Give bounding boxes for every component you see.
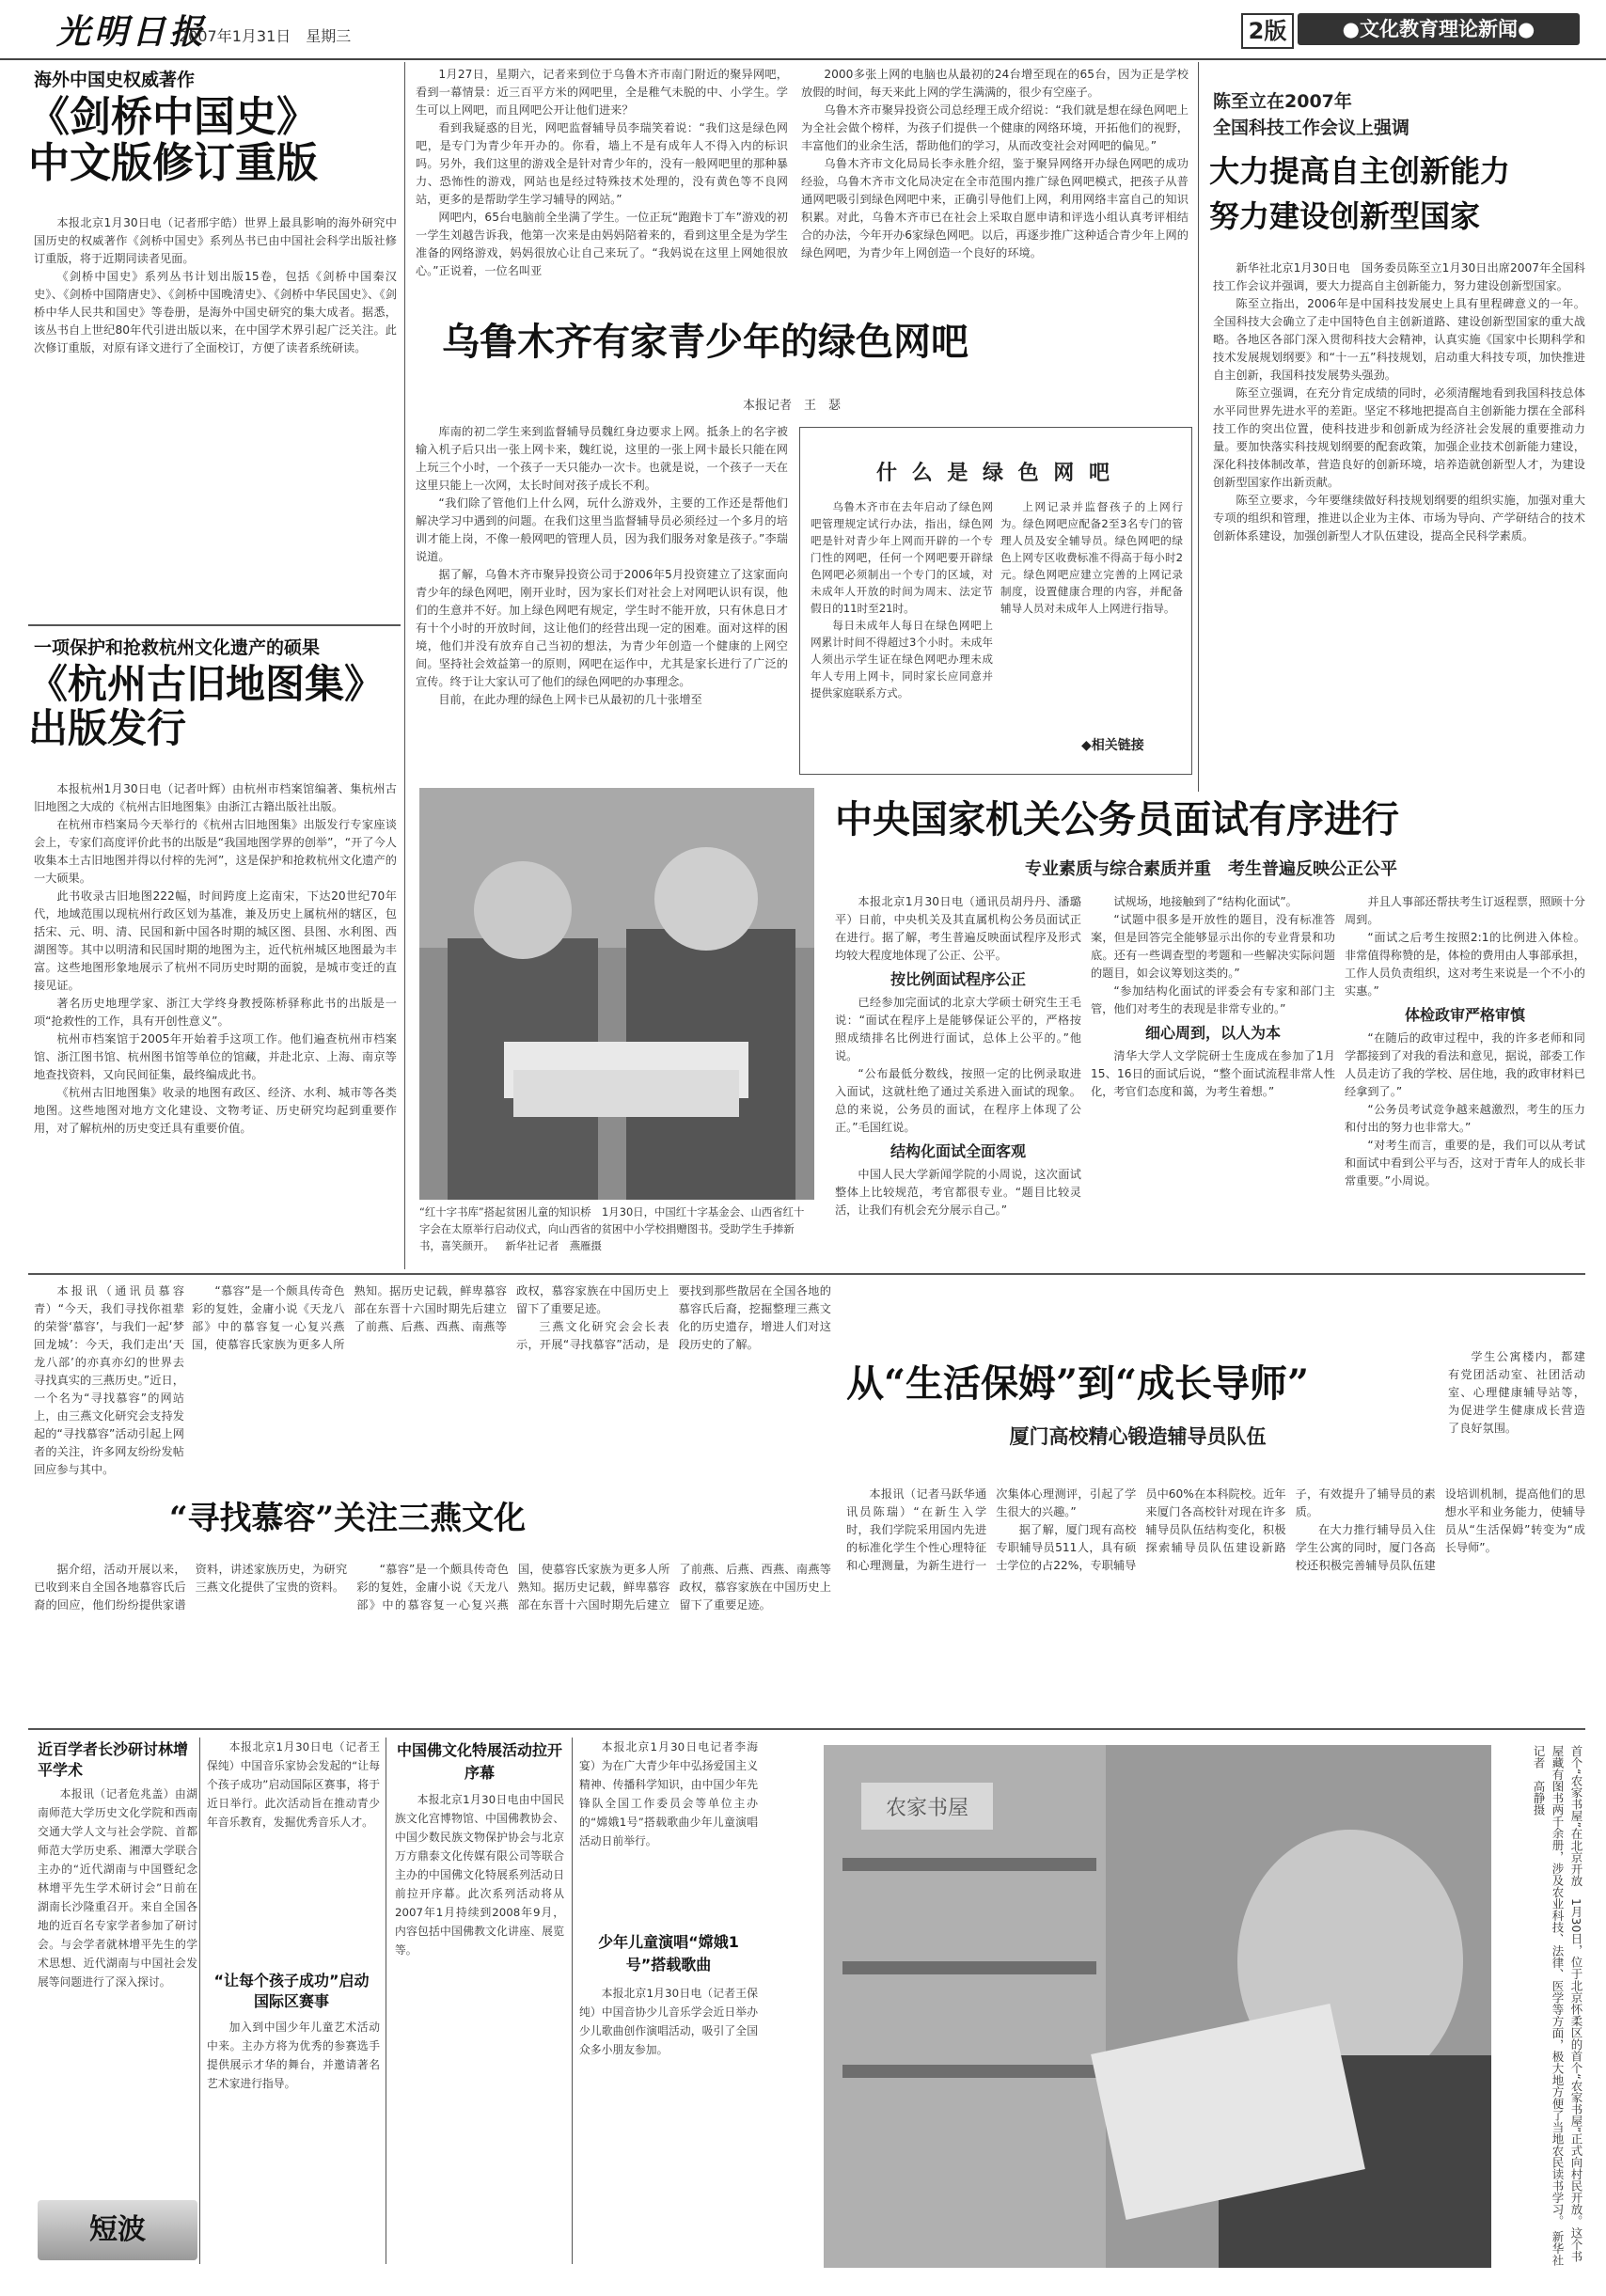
- farmer-reading-photo: [824, 1745, 1491, 2268]
- section-heading: 按比例面试程序公正: [890, 970, 1026, 988]
- section-heading: 结构化面试全面客观: [890, 1142, 1026, 1160]
- paragraph: “对考生而言，重要的是，我们可以从考试和面试中看到公平与否，这对于青年人的成长非常重要。”小周说。: [1345, 1139, 1585, 1187]
- headline-line: 《剑桥中国史》: [28, 93, 318, 141]
- students-with-books-photo: [419, 788, 814, 1200]
- article-body: [34, 1561, 831, 1721]
- paragraph: 本报讯（记者危兆盖）由湖南师范大学历史文化学院和西南交通大学人文与社会学院、首都师范大学历史系、湘潭大学联合主办的“近代湖南与中国暨纪念林增平先生学术研讨会”日前在湖南长沙隆重召开。来自全国各地的近百名专家学者参加了研讨会。与会学者就林增平先生的学术思想、近代湖南与中国社会发展等问题进行了深入探讨。: [38, 1787, 197, 1989]
- masthead: [0, 0, 1606, 60]
- headline: “寻找慕容”关注三燕文化: [160, 1501, 535, 1536]
- paragraph: 《剑桥中国史》系列丛书计划出版15卷，包括《剑桥中国秦汉史》、《剑桥中国隋唐史》、《剑桥中国晚清史》、《剑桥中华民国史》、《剑桥中华人民共和国史》等卷册，是海外中国史研究的集大成者。据悉，该丛书自上世纪80年代引进出版以来，在中国学术界引起广泛关注。此次修订重版，对原有译文进行了全面校订，方便了读者系统研读。: [34, 270, 397, 354]
- caption-text: 首个“农家书屋”在北京开放 1月30日，位于北京怀柔区的首个“农家书屋”正式向村民开放。这个书屋藏有图书两千余册，涉及农业科技、法律、医学等方面，极大地方便了当地农民读书学习。: [1551, 1745, 1583, 2262]
- paragraph: 此书收录古旧地图222幅，时间跨度上迄南宋，下达20世纪70年代，地域范围以现杭州行政区划为基准，兼及历史上属杭州的辖区，包括宋、元、明、清、民国和新中国各时期的城区图、县图、水利图、西湖图等。其中以明清和民国时期的地图为主，近代杭州城区地图最为丰富。这些地图形象地展示了杭州不同历史时期的面貌，是城市变迁的直接见证。: [34, 889, 397, 992]
- dateline: 2007年1月31日 星期三: [179, 27, 352, 45]
- article-body: [1345, 893, 1585, 1269]
- paragraph: 著名历史地理学家、浙江大学终身教授陈桥驿称此书的出版是一项“抢救性的工作，具有开创性意义”。: [34, 997, 397, 1028]
- sidebar-body: [1000, 498, 1183, 730]
- paragraph: “公布最低分数线，按照一定的比例录取进入面试，这就杜绝了通过关系进入面试的现象。总的来说，公务员的面试，在程序上体现了公正。”毛国红说。: [835, 1067, 1081, 1134]
- kicker-line: 全国科技工作会议上强调: [1213, 118, 1410, 138]
- photo-credit: 新华社记者 高静摄: [1532, 1745, 1565, 2266]
- news-photo: [824, 1745, 1491, 2268]
- brief-headline: “让每个孩子成功”启动国际区赛事: [213, 1972, 370, 2010]
- paragraph: 据介绍，活动开展以来，已收到来自全国各地慕容氏后裔的回应，他们纷纷提供家谱资料，讲述家族历史，为研究三燕文化提供了宝贵的资料。: [34, 1563, 348, 1612]
- section-heading: 体检政审严格审慎: [1404, 1006, 1525, 1024]
- headline-line: 中文版修订重版: [28, 139, 318, 188]
- article-body: [1448, 1348, 1585, 1489]
- paragraph: 杭州市档案馆于2005年开始着手这项工作。他们遍查杭州市档案馆、浙江图书馆、杭州图书馆等单位的馆藏，并赴北京、上海、南京等地查找资料，又向民间征集，最终编成此书。: [34, 1032, 397, 1081]
- column-divider: [199, 1738, 200, 2264]
- news-photo: [419, 788, 814, 1200]
- article-body: [34, 780, 397, 1258]
- paragraph: “慕容”是一个颇具传奇色彩的复姓，金庸小说《天龙八部》中的慕容复一心复兴燕国，使慕容氏家族为更多人所熟知。据历史记载，鲜卑慕容部在东晋十六国时期先后建立了前燕、后燕、西燕、南燕等政权，慕容家族在中国历史上留下了重要足迹。: [192, 1284, 669, 1351]
- paragraph: 中国人民大学新闻学院的小周说，这次面试整体上比较规范，考官都很专业。“题目比较灵活，让我们有机会充分展示自己。”: [835, 1168, 1081, 1217]
- paragraph: 陈至立强调，在充分肯定成绩的同时，必须清醒地看到我国科技总体水平同世界先进水平的差距。坚定不移地把提高自主创新能力摆在全部科技工作的突出位置，使科技进步和创新成为经济社会发展的重要推动力量。要加快落实科技规划纲要的配套政策，加强企业技术创新能力建设，深化科技体制改革，营造良好的创新环境，培养造就创新型人才，为建设创新型国家作出新贡献。: [1213, 386, 1585, 489]
- paragraph: “参加结构化面试的评委会有专家和部门主管，他们对考生的表现是非常专业的。”: [1091, 984, 1335, 1015]
- headline-line: 努力建设创新型国家: [1209, 198, 1481, 234]
- paragraph: 本报讯（通讯员慕容青）“今天，我们寻找你祖辈的荣誉‘慕容’，与我们一起‘梦回龙城’：今天，我们走出‘天龙八部’的亦真亦幻的世界去寻找真实的三燕历史。”近日，一个名为“寻找慕容”的网站上，由三燕文化研究会支持发起的“寻找慕容”活动引起上网者的关注，许多网友纷纷发帖回应参与其中。: [34, 1284, 184, 1476]
- sidebar-body: [811, 498, 993, 748]
- article-body: [835, 893, 1081, 1269]
- brief-body: [207, 1738, 380, 1963]
- divider: [28, 1728, 1585, 1730]
- paragraph: 清华大学人文学院研士生庞成在参加了1月15、16日的面试后说，“整个面试流程非常人性化，考官们态度和蔼，为考生着想。”: [1091, 1049, 1335, 1098]
- paragraph: 乌鲁木齐市在去年启动了绿色网吧管理规定试行办法，指出，绿色网吧是针对青少年上网而开辟的一个专门性的网吧，任何一个网吧要开辟绿色网吧必须制出一个专门的区域，对未成年人开放的时间为周末、法定节假日的11时至21时。: [811, 500, 993, 615]
- kicker-line: 陈至立在2007年: [1213, 91, 1352, 112]
- headline: [28, 94, 318, 187]
- paragraph: 库南的初二学生来到监督辅导员魏红身边要求上网。抵条上的名字被输入机子后只出一张上网卡来，魏红说，这里的一张上网卡最长只能在网上玩三个小时，一个孩子一天只能办一次卡。也就是说，一个孩子一天在这里只能上一次网，太长时间对孩子成长不利。: [416, 425, 788, 492]
- brief-headline: 中国佛文化特展活动拉开序幕: [396, 1741, 562, 1782]
- article-body: [34, 214, 397, 619]
- section-heading: 细心周到，以人为本: [1144, 1024, 1281, 1042]
- brief-headline: 少年儿童演唱“嫦娥1号”搭载歌曲: [598, 1933, 739, 1974]
- caption-text: “红十字书库”搭起贫困儿童的知识桥 1月30日，中国红十字基金会、山西省红十字会在太原举行启动仪式，向山西省的贫困中小学校捐赠图书。受助学生手捧新书，喜笑颜开。: [419, 1205, 805, 1252]
- page-number: 2版: [1241, 13, 1294, 49]
- paragraph: 网吧内，65台电脑前全坐满了学生。一位正玩“跑跑卡丁车”游戏的初一学生刘越告诉我，他第一次来是由妈妈陪着来的，看到这里全是为学生准备的网络游戏，妈妈很放心让自己来玩了。“我妈说在这里上网她很放心。”正说着，一位名叫亚: [416, 211, 788, 277]
- paragraph: “慕容”是一个颇具传奇色彩的复姓，金庸小说《天龙八部》中的慕容复一心复兴燕国，使慕容氏家族为更多人所熟知。据历史记载，鲜卑慕容部在东晋十六国时期先后建立了前燕、后燕、西燕、南燕等政权，慕容家族在中国历史上留下了重要足迹。: [356, 1563, 831, 1612]
- paragraph: 看到我疑惑的目光，网吧监督辅导员李瑞笑着说：“我们这是绿色网吧，是专门为青少年开办的。你看，墙上不是有成年人不得入内的标识吗。另外，我们这里的游戏全是针对青少年的，没有一般网吧里的那种暴力、恐怖性的游戏，网站也是经过特殊技术处理的，没有黄色等不良网站，更多的是帮助学生学习辅导的网站。”: [416, 121, 788, 206]
- paragraph: “试题中很多是开放性的题目，没有标准答案，但是回答完全能够显示出你的专业背景和功底。还有一些调查型的考题和一些解决实际问题的题目，如会议筹划这类的。”: [1091, 913, 1335, 980]
- kicker: 一项保护和抢救杭州文化遗产的硕果: [34, 637, 321, 658]
- article-body: [416, 423, 788, 773]
- paragraph: 新华社北京1月30日电 国务委员陈至立1月30日出席2007年全国科技工作会议并强调，要大力提高自主创新能力，努力建设创新型国家。: [1213, 261, 1585, 292]
- paragraph: 陈至立指出，2006年是中国科技发展史上具有里程碑意义的一年。全国科技大会确立了走中国特色自主创新道路、建设创新型国家的重大战略。各地区各部门深入贯彻科技大会精神，认真实施《国家中长期科学和技术发展规划纲要》和“十一五”科技规划，启动重大科技专项，加快推进自主创新，我国科技发展势头强劲。: [1213, 297, 1585, 382]
- kicker: 海外中国史权威著作: [34, 70, 196, 90]
- paragraph: 目前，在此办理的绿色上网卡已从最初的几十张增至: [438, 693, 702, 706]
- article-body: [1091, 893, 1335, 1269]
- column-divider: [572, 1738, 573, 2264]
- paragraph: 已经参加完面试的北京大学硕士研究生王毛说：“面试在程序上是能够保证公平的，严格按照成绩排名比例进行面试，总体上公平的。”他说。: [835, 996, 1081, 1062]
- photo-caption: [1499, 1745, 1585, 2268]
- brief-body: [579, 1738, 758, 1926]
- paragraph: 本报北京1月30日电（通讯员胡丹丹、潘璐平）日前，中央机关及其直属机构公务员面试正在进行。据了解，考生普遍反映面试程序及形式均较大程度地体现了公正、公平。: [835, 895, 1081, 962]
- headline: 乌鲁木齐有家青少年的绿色网吧: [442, 320, 968, 364]
- headline: [1209, 149, 1510, 239]
- headline-line: 出版发行: [28, 705, 187, 752]
- brief-body: [395, 1790, 564, 2260]
- paragraph: 据了解，乌鲁木齐市聚异投资公司于2006年5月投资建立了这家面向青少年的绿色网吧，刚开业时，因为家长们对社会上对网吧认识有误，他们的生意并不好。加上绿色网吧有规定，学生时不能开放，只有休息日才有十个小时的开放时间，这让他们的经营出现一定的困难。面对这样的困境，他们并没有放弃自己当初的想法，为青少年创造一个健康的上网空间。坚持社会效益第一的原则，网吧在运作中，尤其是家长进行了广泛的宣传。终于让大家认可了他们的绿色网吧的办事理念。: [416, 568, 788, 688]
- paragraph: 学生公寓楼内，都建有党团活动室、社团活动室、心理健康辅导站等，为促进学生健康成长营造了良好氛围。: [1448, 1350, 1585, 1435]
- paragraph: 本报北京1月30日电（记者邢宇皓）世界上最具影响的海外研究中国历史的权威著作《剑桥中国史》系列丛书已由中国社会科学出版社修订重版，将于近期同读者见面。: [34, 216, 397, 265]
- photo-credit: 新华社记者 燕雁摄: [505, 1239, 602, 1252]
- paragraph: 本报北京1月30日电由中国民族文化宫博物馆、中国佛教协会、中国少数民族文物保护协会与北京万方鼎泰文化传媒有限公司等联合主办的中国佛文化特展系列活动日前拉开序幕。此次系列活动将从2007年1月持续到2008年9月，内容包括中国佛教文化讲座、展览等。: [395, 1793, 564, 1957]
- paragraph: 加入到中国少年儿童艺术活动中来。主办方将为优秀的参赛选手提供展示才华的舞台，并邀请著名艺术家进行指导。: [207, 2021, 380, 2090]
- byline: 本报记者 王 瑟: [743, 399, 842, 413]
- brief-body: [207, 2018, 380, 2262]
- headline-line: 大力提高自主创新能力: [1209, 153, 1511, 189]
- paragraph: 本报讯（记者马跃华通讯员陈瑞）“在新生入学时，我们学院采用国内先进的标准化学生个性心理特征和心理测量，为新生进行一次集体心理测评，引起了学生很大的兴趣。”: [846, 1487, 1137, 1572]
- divider: [28, 624, 401, 626]
- photo-caption: [419, 1203, 814, 1264]
- paragraph: 并且人事部还帮扶考生订返程票，照顾十分周到。: [1345, 895, 1585, 926]
- article-body: [416, 66, 788, 277]
- headline: [28, 662, 384, 750]
- paragraph: 2000多张上网的电脑也从最初的24台增至现在的65台，因为正是学校放假的时间，每天来此上网的学生满满的，很少有空座子。: [801, 68, 1189, 99]
- paragraph: 《杭州古旧地图集》收录的地图有政区、经济、水利、城市等各类地图。这些地图对地方文化建设、文物考证、历史研究均起到重要作用，对了解杭州的历史变迁具有重要价值。: [34, 1086, 397, 1135]
- paragraph: 在大力推行辅导员入住学生公寓的同时，厦门各高校还积极完善辅导员队伍建设培训机制，提高他们的思想水平和业务能力，使辅导员从“生活保姆”转变为“成长导师”。: [1295, 1487, 1585, 1572]
- kicker: [1213, 88, 1409, 141]
- column-divider: [1198, 62, 1199, 792]
- briefs-logo: 短波: [89, 2213, 146, 2246]
- paragraph: 乌鲁木齐市文化局局长李永胜介绍，鉴于聚异网络开办绿色网吧的成功经验，乌鲁木齐市文化局决定在全市范围内推广绿色网吧模式，把孩子从普通网吧吸引到绿色网吧中来，正确引导他们上网，利用网络丰富自己的知识积累。对此，乌鲁木齐市已在社会上采取自愿申请和评选小组认真考评相结合的办法，今年开办6家绿色网吧。以后，再逐步推广这种适合青少年上网的绿色网吧，为青少年上网创造一个良好的环境。: [801, 157, 1189, 259]
- paragraph: 试规场，地接触到了“结构化面试”。: [1113, 895, 1298, 908]
- paragraph: 上网记录并监督孩子的上网行为。绿色网吧应配备2至3名专门的管理人员及安全辅导员。绿色网吧的绿色上网专区收费标准不得高于每小时2元。绿色网吧应建立完善的上网记录制度，设置健康合理的内容，并配备辅导人员对未成年人上网进行指导。: [1000, 500, 1183, 615]
- paragraph: “公务员考试竞争越来越激烈，考生的压力和付出的努力也非常大。”: [1345, 1103, 1585, 1134]
- related-link-label: ◆相关链接: [1081, 738, 1144, 753]
- divider: [28, 1273, 1585, 1275]
- paragraph: 乌鲁木齐市聚异投资公司总经理王成介绍说：“我们就是想在绿色网吧上为全社会做个榜样，为孩子们提供一个健康的网络环境，开拓他们的视野，丰富他们的业余生活，帮助他们的学习，从而改变社会对网吧的偏见。”: [801, 103, 1189, 152]
- paragraph: “在随后的政审过程中，我的许多老师和同学都接到了对我的看法和意见，据说，部委工作人员走访了我的学校、居住地，我的政审材料已经拿到了。”: [1345, 1031, 1585, 1098]
- headline-line: 《杭州古旧地图集》: [28, 661, 385, 707]
- subtitle: 厦门高校精心锻造辅导员队伍: [1009, 1425, 1267, 1448]
- briefs-logo-box: [38, 2200, 197, 2260]
- article-body: [846, 1486, 1585, 1721]
- sign-text: 农家书屋: [885, 1797, 969, 1820]
- newspaper-logo: 光明日报: [56, 12, 208, 52]
- article-body: [192, 1282, 831, 1480]
- article-body: [34, 1282, 184, 1480]
- subtitle: 专业素质与综合素质并重 考生普遍反映公正公平: [1025, 859, 1397, 879]
- paragraph: 本报杭州1月30日电（记者叶辉）由杭州市档案馆编著、集杭州古旧地图之大成的《杭州古旧地图集》由浙江古籍出版社出版。: [34, 782, 397, 813]
- headline: 从“生活保姆”到“成长导师”: [846, 1361, 1310, 1406]
- paragraph: 本报北京1月30日电（记者王保纯）中国音协少儿音乐学会近日举办少儿歌曲创作演唱活动，吸引了全国众多小朋友参加。: [579, 1987, 758, 2056]
- paragraph: 每日未成年人每日在绿色网吧上网累计时间不得超过3个小时。未成年人须出示学生证在绿色网吧办理未成年人专用上网卡，同时家长应同意并提供家庭联系方式。: [811, 619, 993, 700]
- paragraph: “面试之后考生按照2:1的比例进入体检。非常值得称赞的是，体检的费用由人事部承担，工作人员负责组织，这对考生来说是一个不小的实惠。”: [1345, 931, 1585, 998]
- article-body: [1213, 259, 1585, 778]
- brief-body: [38, 1785, 197, 2189]
- paragraph: 1月27日，星期六，记者来到位于乌鲁木齐市南门附近的聚异网吧，看到一幕情景：近三百平方米的网吧里，全是稚气未脱的中、小学生。学生可以上网吧，而且网吧公开让他们进来？: [416, 68, 788, 117]
- article-body: [801, 66, 1189, 320]
- paragraph: “我们除了管他们上什么网，玩什么游戏外，主要的工作还是帮他们解决学习中遇到的问题。在我们这里当监督辅导员必须经过一个多月的培训才能上岗，不像一般网吧的管理人员，因为我们服务对象是孩子。”李瑞说道。: [416, 496, 788, 563]
- paragraph: 三燕文化研究会会长表示，开展“寻找慕容”活动，是要找到那些散居在全国各地的慕容氏后裔，挖掘整理三燕文化的历史遗存，增进人们对这段历史的了解。: [516, 1284, 831, 1351]
- headline: 中央国家机关公务员面试有序进行: [835, 797, 1399, 841]
- paragraph: 本报北京1月30日电记者李海宴）为在广大青少年中弘扬爱国主义精神、传播科学知识，由中国少年先锋队全国工作委员会等单位主办的“嫦娥1号”搭载歌曲少年儿童演唱活动日前举行。: [579, 1740, 758, 1848]
- paragraph: 据了解，厦门现有高校专职辅导员511人，具有硕士学位的占22%，专职辅导员中60%在本科院校。近年来厦门各高校针对现在许多辅导员队伍结构变化，积极探索辅导员队伍建设新路子，有效提升了辅导员的素质。: [996, 1487, 1436, 1572]
- section-title: ●文化教育理论新闻●: [1298, 13, 1580, 45]
- brief-body: [579, 1984, 758, 2262]
- paragraph: 在杭州市档案局今天举行的《杭州古旧地图集》出版发行专家座谈会上，专家们高度评价此书的出版是“我国地图学界的创举”，“开了今人收集本土古旧地图并得以付梓的先河”，这是保护和抢救杭州文化遗产的一大硕果。: [34, 818, 397, 885]
- brief-headline: 近百学者长沙研讨林增平学术: [38, 1740, 189, 1779]
- paragraph: 本报北京1月30日电（记者王保纯）中国音乐家协会发起的“让每个孩子成功”启动国际区赛事，将于近日举行。此次活动旨在推动青少年音乐教育，发掘优秀音乐人才。: [207, 1740, 380, 1829]
- sidebar-title: 什 么 是 绿 色 网 吧: [876, 462, 1113, 485]
- column-divider: [404, 62, 405, 1269]
- paragraph: 陈至立要求，今年要继续做好科技规划纲要的组织实施，加强对重大专项的组织和管理，推进以企业为主体、市场为导向、产学研结合的技术创新体系建设，加强创新型人才队伍建设，提高全民科学素质。: [1213, 494, 1585, 543]
